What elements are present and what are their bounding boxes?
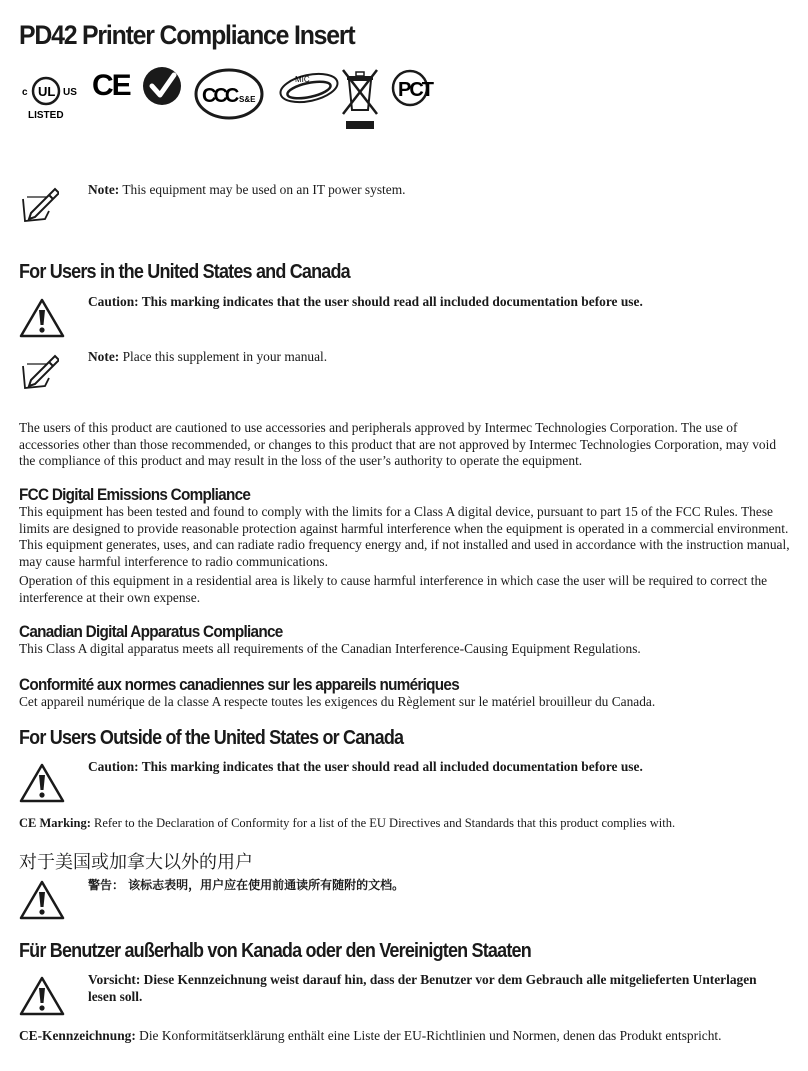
heading-german: Für Benutzer außerhalb von Kanada oder den Vereinigten Staaten	[19, 940, 531, 962]
certification-logos	[19, 64, 459, 134]
svg-text:CCC: CCC	[202, 85, 237, 107]
heading-fcc: FCC Digital Emissions Compliance	[19, 485, 251, 504]
caution-german: Vorsicht: Diese Kennzeichnung weist darauf hin, dass der Benutzer vor dem Gebrauch alle mitgelieferten Unterlagen lesen soll.	[88, 972, 757, 1004]
caution-outside: Caution: This marking indicates that the user should read all included documentation before use.	[88, 759, 643, 774]
caution-icon	[19, 297, 65, 339]
caution-us-canada: Caution: This marking indicates that the user should read all included documentation before use.	[88, 294, 643, 309]
heading-outside: For Users Outside of the United States or Canada	[19, 727, 404, 749]
pct-logo	[390, 68, 444, 108]
c-tick-logo	[142, 66, 184, 108]
note-pencil-icon	[19, 183, 59, 225]
svg-text:UL: UL	[38, 84, 56, 99]
note-pencil-icon	[19, 350, 59, 392]
caution-icon	[19, 762, 65, 804]
ce-marking-text: CE Marking: Refer to the Declaration of Conformity for a list of the EU Directives and Standards that this product complies with.	[19, 816, 676, 830]
fcc-paragraph-1: This equipment has been tested and found to comply with the limits for a Class A digital device, pursuant to part 15 of the FCC Rules. These limits are designed to provide reasonable protection against harmful interference when the equipment is operated in a commercial environment. This equipment generates, uses, and can radiate radio frequency energy and, if not installed and used in accordance with the instruction manual, may cause harmful interference to radio communications.	[19, 504, 790, 569]
canadian-text: This Class A digital apparatus meets all requirements of the Canadian Interference-Causing Equipment Regulations.	[19, 641, 641, 656]
svg-text:US: US	[63, 87, 77, 98]
fcc-paragraph-2: Operation of this equipment in a residential area is likely to cause harmful interference in which case the user will be required to correct the interference at their own expense.	[19, 573, 768, 605]
svg-text:CE: CE	[92, 69, 130, 102]
weee-bin-icon	[339, 68, 381, 130]
heading-canadian: Canadian Digital Apparatus Compliance	[19, 622, 283, 641]
note-supplement: Note: Place this supplement in your manual.	[88, 349, 328, 364]
note-it-power: Note: This equipment may be used on an IT power system.	[88, 182, 406, 197]
caution-chinese: 警告： 该标志表明，用户应在使用前通读所有随附的文档。	[88, 878, 405, 892]
svg-text:c: c	[22, 87, 28, 98]
svg-text:PCT: PCT	[398, 79, 432, 101]
caution-icon	[19, 975, 65, 1017]
mic-logo	[277, 70, 341, 106]
ccc-logo	[194, 68, 266, 126]
ul-listed-logo	[19, 64, 87, 122]
page-title: PD42 Printer Compliance Insert	[19, 20, 355, 50]
svg-text:S&E: S&E	[239, 95, 256, 104]
heading-conformite: Conformité aux normes canadiennes sur les appareils numériques	[19, 675, 460, 694]
svg-text:MIC: MIC	[295, 75, 310, 84]
heading-us-canada: For Users in the United States and Canada	[19, 261, 350, 283]
svg-text:LISTED: LISTED	[28, 110, 64, 121]
caution-icon	[19, 879, 65, 921]
heading-chinese: 对于美国或加拿大以外的用户	[19, 852, 253, 873]
conformite-text: Cet appareil numérique de la classe A respecte toutes les exigences du Règlement sur le matériel brouilleur du Canada.	[19, 694, 656, 709]
ce-kennzeichnung-text: CE-Kennzeichnung: Die Konformitätserklärung enthält eine Liste der EU-Richtlinien und Normen, denen das Produkt entspricht.	[19, 1028, 722, 1043]
ce-mark-logo	[91, 66, 133, 102]
accessories-paragraph: The users of this product are cautioned to use accessories and peripherals approved by Intermec Technologies Corporation. The use of accessories other than those recommended, or changes to this product that are not approved by Intermec Technologies Corporation, may void the compliance of this product and may result in the loss of the user’s authority to operate the equipment.	[19, 420, 777, 468]
